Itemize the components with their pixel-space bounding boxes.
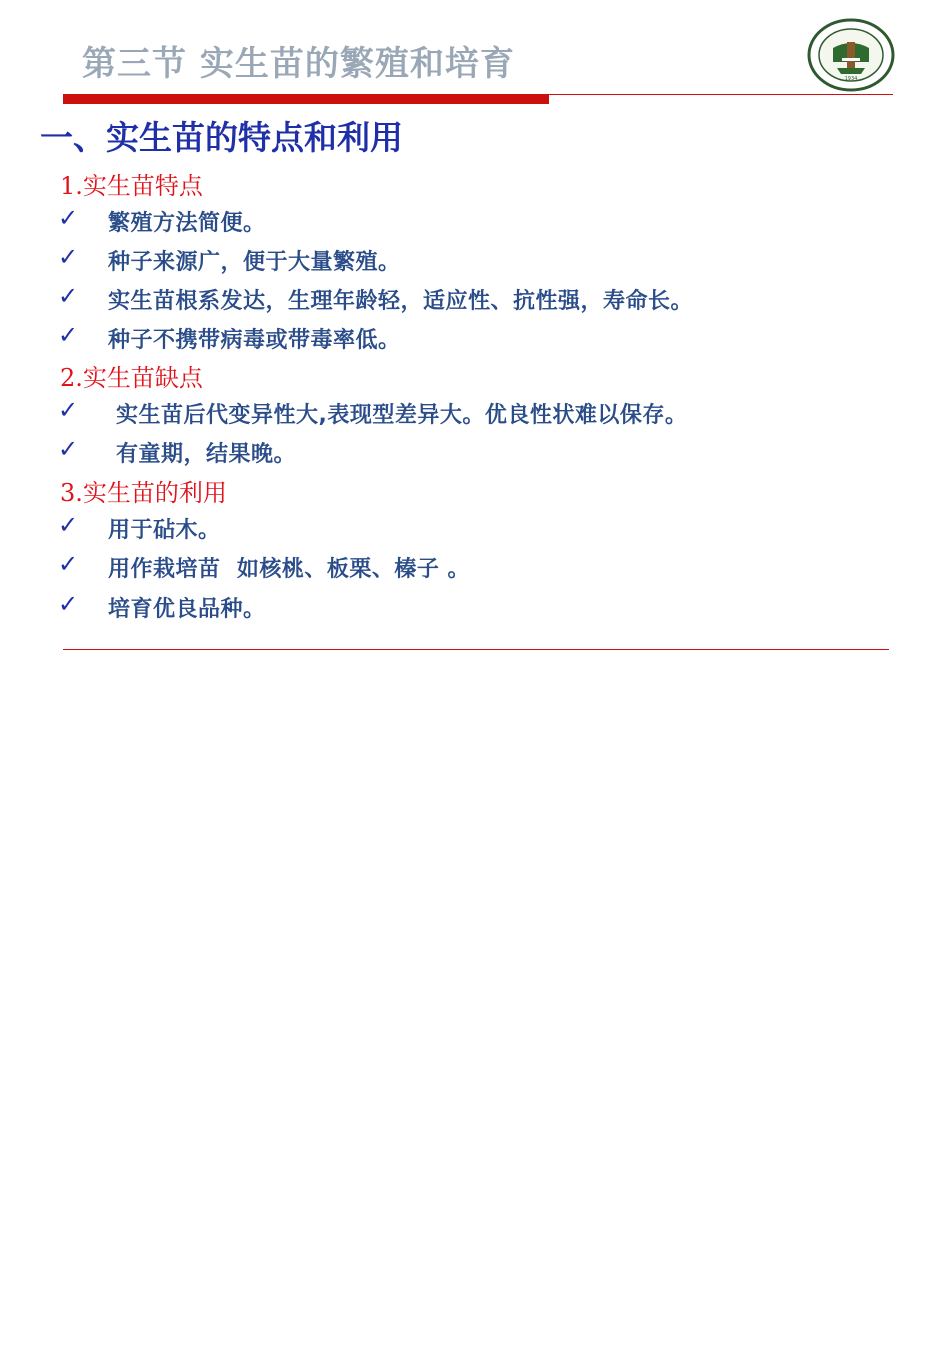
header-rule-thick <box>63 94 549 104</box>
group-label-uses: 3.实生苗的利用 <box>60 479 227 507</box>
checkmark-icon: ✓ <box>58 511 79 539</box>
checkmark-icon: ✓ <box>58 282 79 310</box>
checkmark-icon: ✓ <box>58 550 79 578</box>
header-rule-thin <box>549 94 893 95</box>
group-label-features: 1.实生苗特点 <box>60 172 203 200</box>
checkmark-icon: ✓ <box>58 396 79 424</box>
checkmark-icon: ✓ <box>58 204 79 232</box>
page-title: 第三节 实生苗的繁殖和培育 <box>82 44 515 84</box>
group-label-drawbacks: 2.实生苗缺点 <box>60 364 203 392</box>
checkmark-icon: ✓ <box>58 435 79 463</box>
checkmark-icon: ✓ <box>58 321 79 349</box>
footer-rule <box>63 649 889 650</box>
svg-text:1934: 1934 <box>844 76 858 82</box>
checkmark-icon: ✓ <box>58 590 79 618</box>
checkmark-icon: ✓ <box>58 243 79 271</box>
university-seal-icon <box>806 18 896 92</box>
section-heading: 一、实生苗的特点和利用 <box>40 118 403 157</box>
